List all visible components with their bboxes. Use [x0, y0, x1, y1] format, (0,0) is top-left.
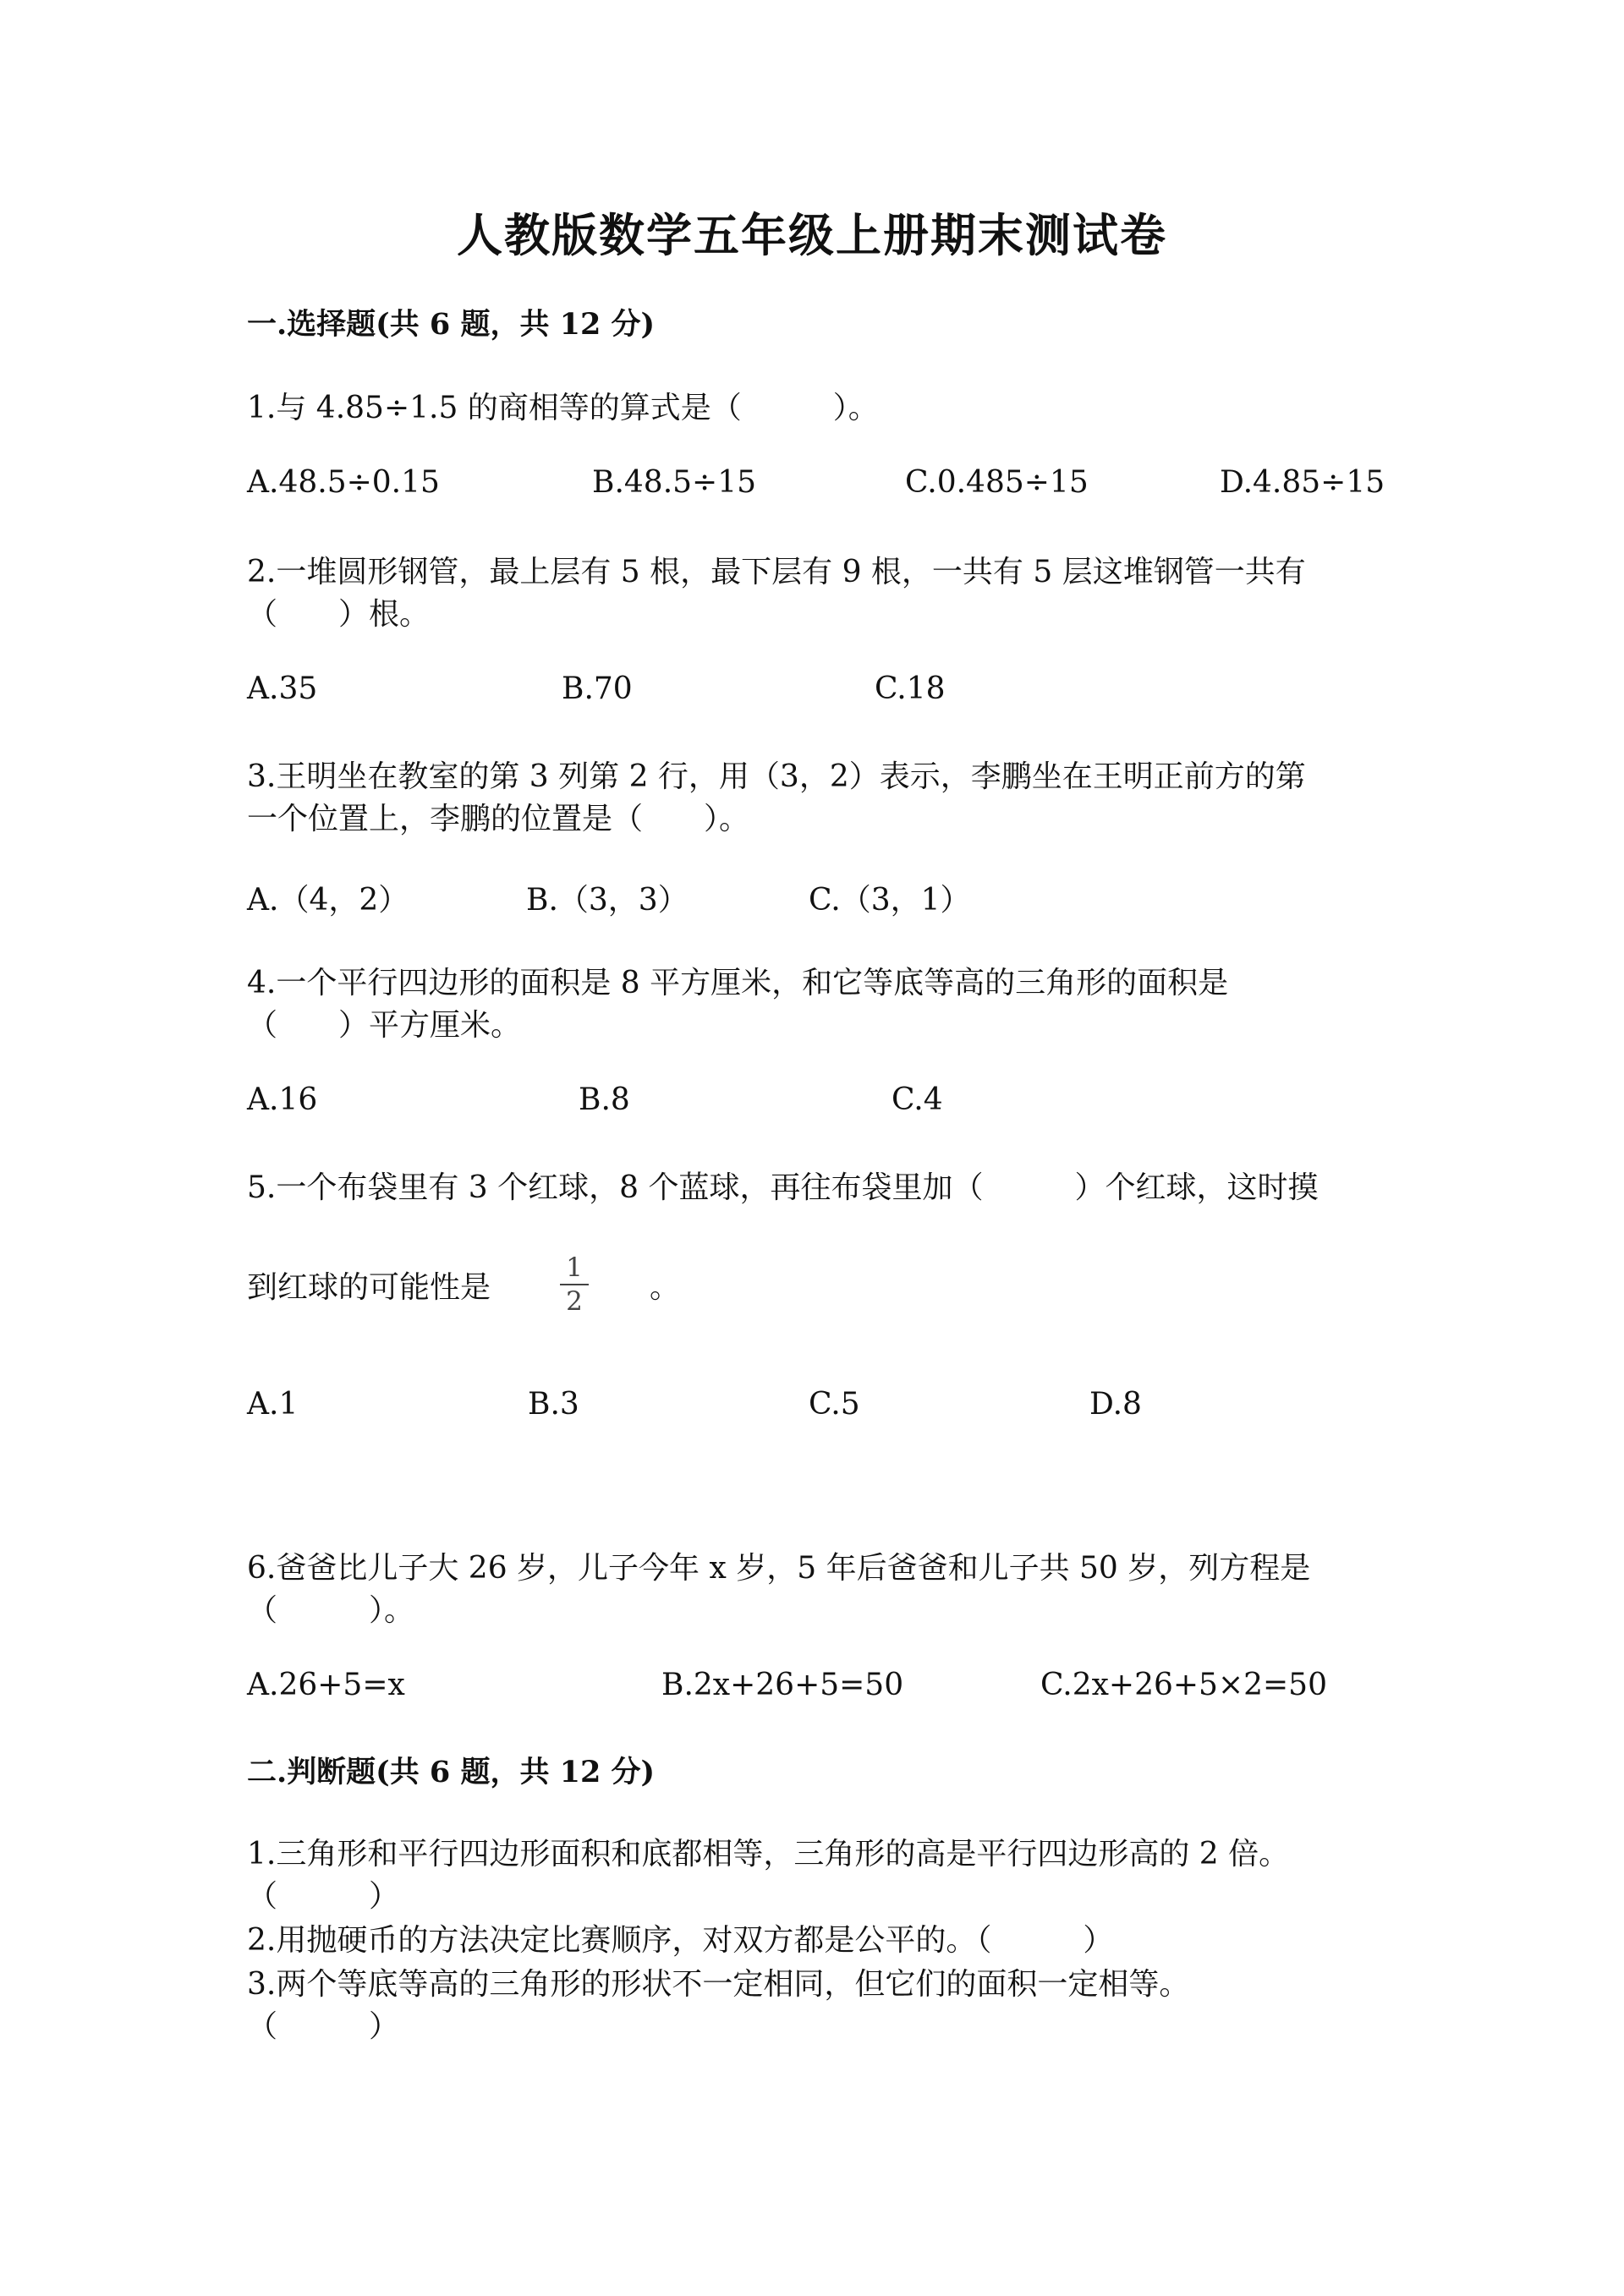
judgment-3-text: 3.两个等底等高的三角形的形状不一定相同，但它们的面积一定相等。 [247, 1967, 1190, 2002]
question-2-text: 2.一堆圆形钢管，最上层有 5 根，最下层有 9 根，一共有 5 层这堆钢管一共有 [247, 555, 1306, 589]
question-6-text-line2: （ ）。 [247, 1593, 415, 1628]
question-5-end-mark: 。 [650, 1270, 681, 1305]
fraction-bar [560, 1284, 589, 1285]
question-2-text-line2: （ ）根。 [247, 597, 431, 632]
question-1-option-a[interactable]: A.48.5÷0.15 [247, 465, 440, 500]
question-4-option-c[interactable]: C.4 [892, 1082, 943, 1117]
question-1-option-d[interactable]: D.4.85÷15 [1220, 465, 1385, 500]
fraction-denominator: 2 [566, 1286, 583, 1317]
fraction-numerator: 1 [566, 1252, 583, 1283]
question-6-option-a[interactable]: A.26+5=x [247, 1668, 405, 1702]
question-3-option-a[interactable]: A.（4，2） [247, 883, 409, 918]
question-3-option-c[interactable]: C.（3，1） [809, 883, 971, 918]
question-6-option-c[interactable]: C.2x+26+5×2=50 [1040, 1668, 1327, 1702]
question-3-text: 3.王明坐在教室的第 3 列第 2 行，用（3，2）表示，李鹏坐在王明正前方的第 [247, 759, 1306, 794]
judgment-3-answer-blank[interactable]: （ ） [247, 2009, 400, 2044]
question-2-option-a[interactable]: A.35 [247, 671, 318, 706]
judgment-1-answer-blank[interactable]: （ ） [247, 1879, 400, 1914]
question-3-text-line2: 一个位置上，李鹏的位置是（ ）。 [247, 802, 750, 836]
question-5-option-a[interactable]: A.1 [247, 1387, 299, 1422]
question-5-text: 5.一个布袋里有 3 个红球，8 个蓝球，再往布袋里加（ ）个红球，这时摸 [247, 1170, 1319, 1205]
question-5-option-d[interactable]: D.8 [1089, 1387, 1142, 1422]
question-5-option-c[interactable]: C.5 [809, 1387, 860, 1422]
section-heading-judgment: 二.判断题(共 6 题，共 12 分) [247, 1755, 656, 1789]
question-4-option-a[interactable]: A.16 [247, 1082, 318, 1117]
question-1-option-b[interactable]: B.48.5÷15 [592, 465, 757, 500]
question-1-option-c[interactable]: C.0.485÷15 [905, 465, 1089, 500]
judgment-2-text: 2.用抛硬币的方法决定比赛顺序，对双方都是公平的。（ ） [247, 1923, 1114, 1958]
question-4-option-b[interactable]: B.8 [579, 1082, 630, 1117]
fraction-one-half [560, 1253, 589, 1316]
question-6-option-b[interactable]: B.2x+26+5=50 [661, 1668, 904, 1702]
question-4-text-line2: （ ）平方厘米。 [247, 1008, 522, 1043]
question-2-option-c[interactable]: C.18 [875, 671, 946, 706]
section-heading-choice: 一.选择题(共 6 题，共 12 分) [247, 307, 656, 342]
question-6-text: 6.爸爸比儿子大 26 岁，儿子今年 x 岁，5 年后爸爸和儿子共 50 岁，列方程是 [247, 1551, 1311, 1586]
question-5-text-line2: 到红球的可能性是 [247, 1270, 491, 1305]
question-3-option-b[interactable]: B.（3，3） [526, 883, 689, 918]
question-2-option-b[interactable]: B.70 [562, 671, 633, 706]
question-1-text: 1.与 4.85÷1.5 的商相等的算式是（ ）。 [247, 391, 879, 425]
question-4-text: 4.一个平行四边形的面积是 8 平方厘米，和它等底等高的三角形的面积是 [247, 966, 1229, 1000]
question-5-option-b[interactable]: B.3 [528, 1387, 579, 1422]
page-title: 人教版数学五年级上册期末测试卷 [457, 208, 1167, 262]
judgment-1-text: 1.三角形和平行四边形面积和底都相等，三角形的高是平行四边形高的 2 倍。 [247, 1837, 1290, 1871]
